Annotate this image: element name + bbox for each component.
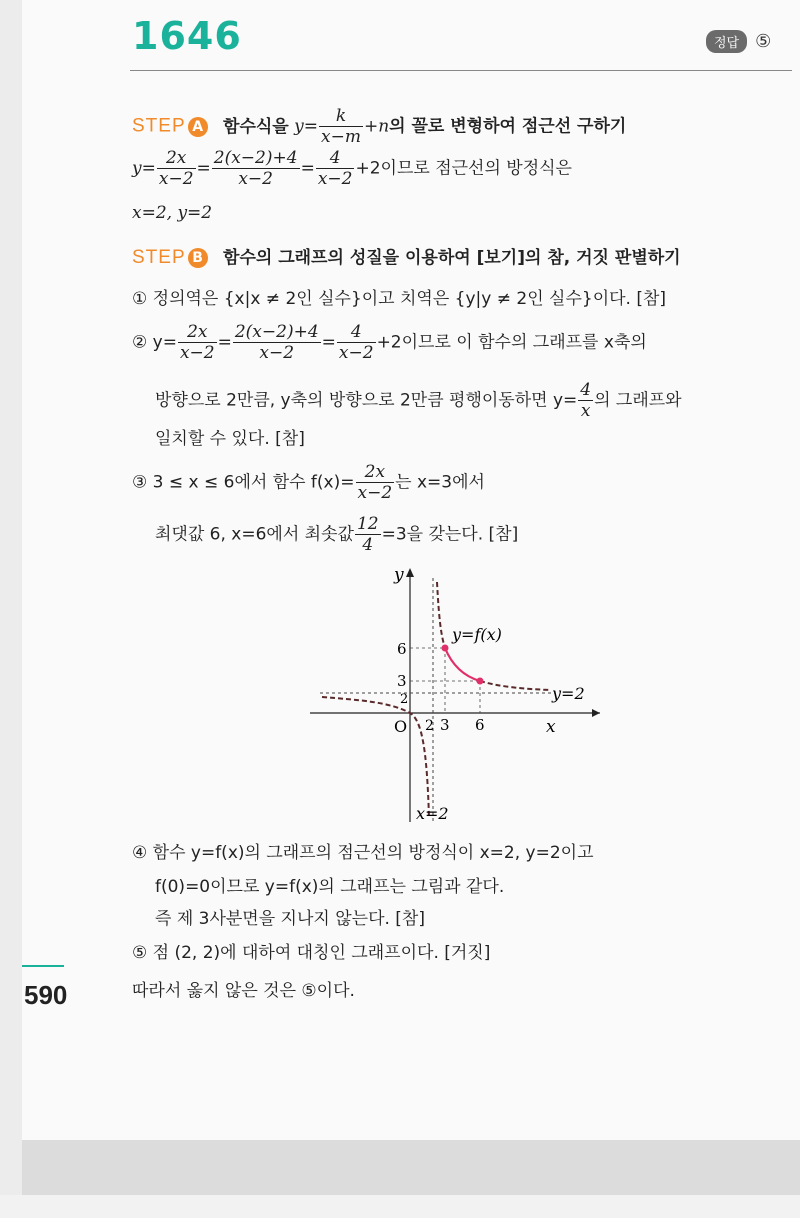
item-2-tail: +2이므로 이 함수의 그래프를 x축의 xyxy=(376,332,647,353)
item-2-line-2 xyxy=(155,380,682,421)
item-3-line-1 xyxy=(132,462,485,503)
problem-number: 1646 xyxy=(132,14,242,58)
item-1: ① 정의역은 {x|x ≠ 2인 실수}이고 치역은 {y|y ≠ 2인 실수}이다. [참] xyxy=(132,289,667,309)
item-3-frac-den: x−2 xyxy=(357,483,393,503)
tick-y2: 2 xyxy=(400,692,409,707)
item-4-line-2: f(0)=0이므로 y=f(x)의 그래프는 그림과 같다. xyxy=(155,877,505,897)
item-2-frac-2-den: x−2 xyxy=(259,343,295,363)
item-2-frac-1-num: 2x xyxy=(178,322,217,343)
bottom-shadow-band xyxy=(22,1140,800,1195)
step-a-frac-den: x−m xyxy=(321,127,361,147)
item-3-frac xyxy=(356,462,395,503)
left-margin-band xyxy=(0,0,22,1218)
step-a-equation: y= $\frac{2x}{x-2}$ = $\frac{2(x-2)+4}{x-2}$ = $\frac{4}{x-2}$ +2이므로 점근선의 방정식은 xyxy=(132,148,572,189)
item-2-frac-3-den: x−2 xyxy=(338,343,374,363)
eq-frac-3-den: x−2 xyxy=(317,169,353,189)
point-max xyxy=(442,645,449,652)
step-a-formula-lhs: y= xyxy=(294,116,318,137)
tick-y3: 3 xyxy=(397,672,407,690)
item-4-line-1: ④ 함수 y=f(x)의 그래프의 점근선의 방정식이 x=2, y=2이고 xyxy=(132,843,594,863)
tick-x2: 2 xyxy=(425,718,434,734)
item-2-line-2-frac xyxy=(578,380,593,421)
tick-x6: 6 xyxy=(475,716,485,734)
curve-label: y=f(x) xyxy=(452,625,502,644)
eq-frac-1-num: 2x xyxy=(157,148,196,169)
eq-frac-3-num: 4 xyxy=(316,148,355,169)
eq-frac-2-num: 2(x−2)+4 xyxy=(213,148,298,168)
curve-left xyxy=(322,697,429,818)
answer-value: ⑤ xyxy=(755,31,772,52)
tick-y6: 6 xyxy=(397,640,407,658)
y-axis-label: y xyxy=(394,565,404,585)
item-3-line-2-post: =3을 갖는다. [참] xyxy=(381,524,519,545)
conclusion: 따라서 옳지 않은 것은 ⑤이다. xyxy=(132,981,355,1001)
step-a-frac xyxy=(319,106,363,147)
header-divider xyxy=(130,70,792,71)
h-asymptote-label: y=2 xyxy=(552,684,585,703)
item-2-line-2-den: x xyxy=(580,401,591,421)
curve-right-upper xyxy=(437,582,445,648)
step-a-head-pre: 함수식을 xyxy=(223,116,289,137)
step-b-heading xyxy=(132,247,681,269)
item-3-line-2-frac xyxy=(355,514,381,555)
step-a-letter: A xyxy=(188,117,208,137)
step-a-heading xyxy=(132,106,626,147)
item-2-line-2-post: 의 그래프와 xyxy=(594,390,682,411)
step-a-head-post: 의 꼴로 변형하여 점근선 구하기 xyxy=(389,116,627,137)
item-3-post: 는 x=3에서 xyxy=(395,472,485,493)
item-2-frac-2 xyxy=(233,322,321,363)
step-a-formula-tail: +n xyxy=(363,116,390,137)
eq-tail: +2이므로 점근선의 방정식은 xyxy=(355,158,572,179)
eq-lhs: y= xyxy=(132,158,156,179)
step-a-tag: STEP xyxy=(132,115,186,137)
item-2-line-3: 일치할 수 있다. [참] xyxy=(155,429,305,449)
tick-x3: 3 xyxy=(440,716,450,734)
item-3-line-2-pre: 최댓값 6, x=6에서 최솟값 xyxy=(155,524,354,545)
step-b-tag: STEP xyxy=(132,247,186,268)
step-a-frac-num: k xyxy=(319,106,363,127)
item-2-frac-3-num: 4 xyxy=(337,322,376,343)
curve-highlight xyxy=(445,648,480,681)
item-3-line-2 xyxy=(155,514,518,555)
answer-block xyxy=(706,30,771,53)
step-b-letter: B xyxy=(188,248,208,268)
page-number-accent xyxy=(22,965,64,967)
item-2-frac-1-den: x−2 xyxy=(179,343,215,363)
x-axis-arrow xyxy=(592,709,600,717)
answer-badge: 정답 xyxy=(706,30,747,53)
eq-frac-2-den: x−2 xyxy=(238,169,273,189)
item-2-pre: ② y= xyxy=(132,332,177,353)
eq-frac-2 xyxy=(212,148,300,189)
item-3-frac-num: 2x xyxy=(356,462,395,483)
item-2-line-1: ② y= $\frac{2x}{x-2}$ = $\frac{2(x-2)+4}{x-2}$ = $\frac{4}{x-2}$ +2이므로 이 함수의 그래프를 x축의 xyxy=(132,322,647,363)
eq-frac-3 xyxy=(316,148,355,189)
eq-frac-1 xyxy=(157,148,196,189)
v-asymptote-label: x=2 xyxy=(416,804,449,823)
y-axis-arrow xyxy=(406,568,414,577)
item-3-line-2-num: 12 xyxy=(356,514,379,534)
bottom-margin-band xyxy=(0,1195,800,1218)
item-2-line-2-num: 4 xyxy=(580,380,592,400)
point-min xyxy=(477,678,484,685)
step-b-head: 함수의 그래프의 성질을 이용하여 [보기]의 참, 거짓 판별하기 xyxy=(223,248,681,268)
item-2-line-2-pre: 방향으로 2만큼, y축의 방향으로 2만큼 평행이동하면 y= xyxy=(155,390,578,411)
item-3-pre: ③ 3 ≤ x ≤ 6에서 함수 f(x)= xyxy=(132,472,355,493)
x-axis-label: x xyxy=(546,717,556,737)
page-number: 590 xyxy=(24,980,68,1010)
asymptote-equations: x=2, y=2 xyxy=(132,203,213,223)
item-2-frac-1 xyxy=(178,322,217,363)
item-3-line-2-den: 4 xyxy=(362,535,374,555)
function-graph xyxy=(300,560,610,830)
eq-frac-1-den: x−2 xyxy=(158,169,194,189)
item-5: ⑤ 점 (2, 2)에 대하여 대칭인 그래프이다. [거짓] xyxy=(132,943,491,963)
curve-right-tail xyxy=(480,681,550,690)
item-4-line-3: 즉 제 3사분면을 지나지 않는다. [참] xyxy=(155,909,425,929)
item-2-frac-2-num: 2(x−2)+4 xyxy=(234,322,319,342)
origin-label: O xyxy=(394,717,408,736)
item-2-frac-3 xyxy=(337,322,376,363)
